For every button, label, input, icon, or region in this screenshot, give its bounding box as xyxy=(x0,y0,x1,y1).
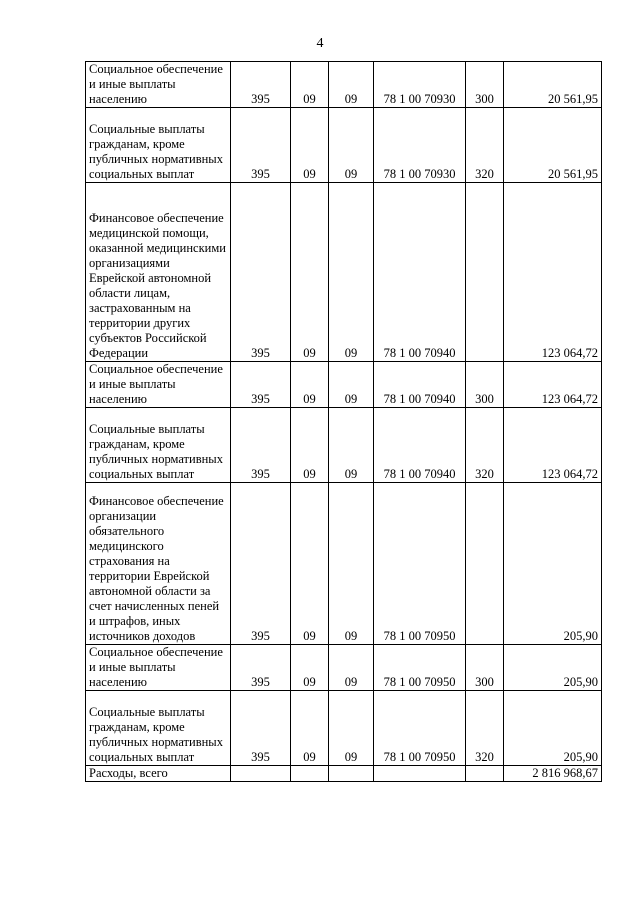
total-label: Расходы, всего xyxy=(86,766,231,782)
budget-table xyxy=(85,61,602,782)
row-subsection-code: 09 xyxy=(329,108,374,183)
row-target-article: 78 1 00 70930 xyxy=(374,62,466,108)
row-amount: 205,90 xyxy=(504,483,602,645)
row-amount: 20 561,95 xyxy=(504,108,602,183)
row-target-article: 78 1 00 70940 xyxy=(374,408,466,483)
total-expense-type xyxy=(466,766,504,782)
page-number: 4 xyxy=(316,36,324,51)
row-section-code: 09 xyxy=(291,62,329,108)
budget-table-body xyxy=(86,62,602,782)
row-admin-code: 395 xyxy=(231,408,291,483)
row-section-code: 09 xyxy=(291,408,329,483)
row-name: Социальные выплаты гражданам, кроме публичных нормативных социальных выплат xyxy=(86,408,231,483)
row-admin-code: 395 xyxy=(231,691,291,766)
total-target-article xyxy=(374,766,466,782)
table-row xyxy=(86,483,602,645)
row-amount: 123 064,72 xyxy=(504,362,602,408)
row-target-article: 78 1 00 70940 xyxy=(374,183,466,362)
row-expense-type xyxy=(466,483,504,645)
table-row xyxy=(86,62,602,108)
row-amount: 205,90 xyxy=(504,645,602,691)
row-section-code: 09 xyxy=(291,645,329,691)
row-expense-type: 320 xyxy=(466,691,504,766)
row-expense-type: 300 xyxy=(466,62,504,108)
row-admin-code: 395 xyxy=(231,483,291,645)
row-amount: 123 064,72 xyxy=(504,408,602,483)
row-amount: 20 561,95 xyxy=(504,62,602,108)
row-admin-code: 395 xyxy=(231,108,291,183)
row-expense-type: 320 xyxy=(466,108,504,183)
table-row xyxy=(86,645,602,691)
row-expense-type xyxy=(466,183,504,362)
table-row xyxy=(86,691,602,766)
row-subsection-code: 09 xyxy=(329,483,374,645)
row-name: Финансовое обеспечение организации обязательного медицинского страхования на территории Еврейской автономной области за счет начисленных пеней и штрафов, иных источников доходов xyxy=(86,483,231,645)
table-row xyxy=(86,408,602,483)
row-target-article: 78 1 00 70950 xyxy=(374,645,466,691)
row-name: Социальное обеспечение и иные выплаты населению xyxy=(86,62,231,108)
row-name: Финансовое обеспечение медицинской помощи, оказанной медицинскими организациями Еврейской автономной области лицам, застрахованным на территории других субъектов Российской Федерации xyxy=(86,183,231,362)
table-row xyxy=(86,362,602,408)
row-section-code: 09 xyxy=(291,691,329,766)
row-admin-code: 395 xyxy=(231,362,291,408)
total-section-code xyxy=(291,766,329,782)
row-expense-type: 320 xyxy=(466,408,504,483)
row-name: Социальное обеспечение и иные выплаты населению xyxy=(86,645,231,691)
row-admin-code: 395 xyxy=(231,62,291,108)
row-section-code: 09 xyxy=(291,183,329,362)
row-admin-code: 395 xyxy=(231,645,291,691)
row-amount: 205,90 xyxy=(504,691,602,766)
row-subsection-code: 09 xyxy=(329,691,374,766)
row-target-article: 78 1 00 70950 xyxy=(374,483,466,645)
row-target-article: 78 1 00 70940 xyxy=(374,362,466,408)
table-total-row xyxy=(86,766,602,782)
row-subsection-code: 09 xyxy=(329,645,374,691)
row-subsection-code: 09 xyxy=(329,62,374,108)
row-expense-type: 300 xyxy=(466,645,504,691)
row-subsection-code: 09 xyxy=(329,183,374,362)
total-subsection-code xyxy=(329,766,374,782)
row-section-code: 09 xyxy=(291,108,329,183)
row-name: Социальное обеспечение и иные выплаты населению xyxy=(86,362,231,408)
row-section-code: 09 xyxy=(291,483,329,645)
row-name: Социальные выплаты гражданам, кроме публичных нормативных социальных выплат xyxy=(86,691,231,766)
row-subsection-code: 09 xyxy=(329,362,374,408)
row-expense-type: 300 xyxy=(466,362,504,408)
total-admin-code xyxy=(231,766,291,782)
table-row xyxy=(86,183,602,362)
table-row xyxy=(86,108,602,183)
row-name: Социальные выплаты гражданам, кроме публичных нормативных социальных выплат xyxy=(86,108,231,183)
row-section-code: 09 xyxy=(291,362,329,408)
row-target-article: 78 1 00 70950 xyxy=(374,691,466,766)
row-admin-code: 395 xyxy=(231,183,291,362)
row-amount: 123 064,72 xyxy=(504,183,602,362)
total-amount: 2 816 968,67 xyxy=(504,766,602,782)
row-subsection-code: 09 xyxy=(329,408,374,483)
row-target-article: 78 1 00 70930 xyxy=(374,108,466,183)
